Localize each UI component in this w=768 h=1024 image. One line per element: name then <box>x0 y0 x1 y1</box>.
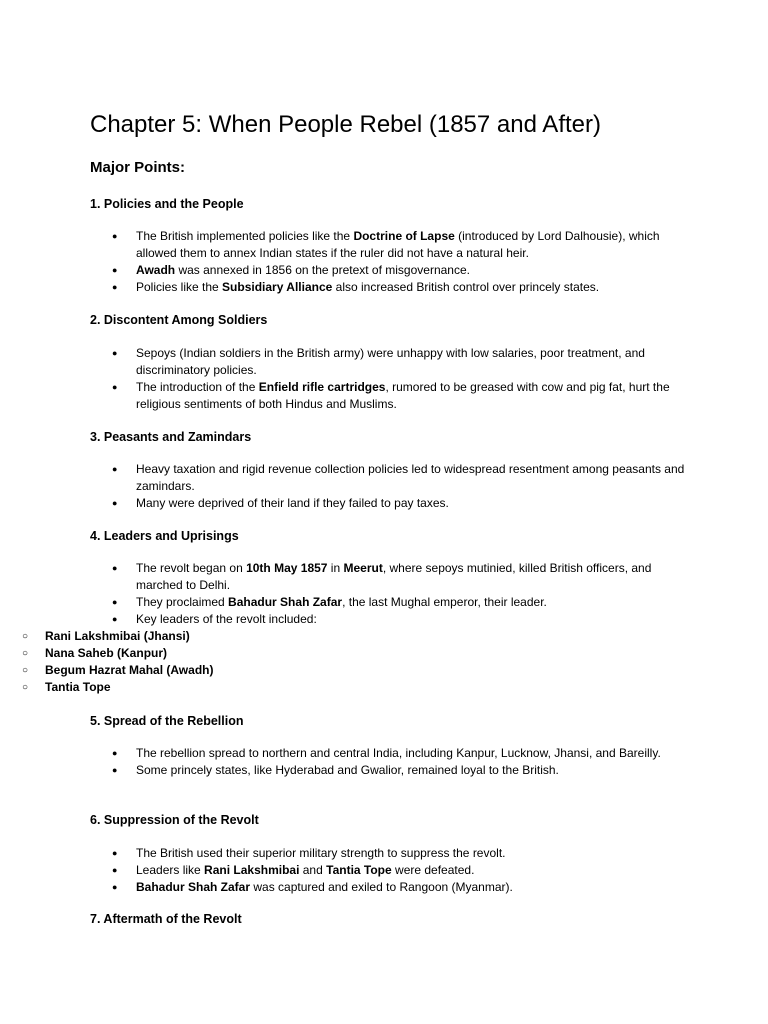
list-item: ● They proclaimed Bahadur Shah Zafar, the last Mughal emperor, their leader. <box>0 594 768 611</box>
bullet-list <box>0 845 768 896</box>
section-heading: 1. Policies and the People <box>90 197 244 211</box>
section-heading: 5. Spread of the Rebellion <box>90 714 244 728</box>
list-item: ● The rebellion spread to northern and central India, including Kanpur, Lucknow, Jhansi, and Bareilly. <box>0 745 768 762</box>
bullet-list <box>0 745 768 779</box>
list-item: ● Bahadur Shah Zafar was captured and exiled to Rangoon (Myanmar). <box>0 879 768 896</box>
list-item: ● The British used their superior military strength to suppress the revolt. <box>0 845 768 862</box>
sub-list-item: ○ Nana Saheb (Kanpur) <box>0 645 768 662</box>
list-item: ● Leaders like Rani Lakshmibai and Tantia Tope were defeated. <box>0 862 768 879</box>
bold-term: Bahadur Shah Zafar <box>136 880 251 894</box>
bullet-list <box>0 345 768 413</box>
bold-term: Enfield rifle cartridges <box>258 380 386 394</box>
bold-term: Bahadur Shah Zafar <box>228 595 343 609</box>
page-title: Chapter 5: When People Rebel (1857 and After) <box>90 111 601 138</box>
bold-term: Subsidiary Alliance <box>222 280 333 294</box>
sub-list-item: ○ Tantia Tope <box>0 679 768 696</box>
list-item: ● Some princely states, like Hyderabad and Gwalior, remained loyal to the British. <box>0 762 768 779</box>
section-heading: 6. Suppression of the Revolt <box>90 813 259 827</box>
section-heading: 3. Peasants and Zamindars <box>90 430 252 444</box>
bold-term: Awadh <box>136 263 176 277</box>
bold-term: Doctrine of Lapse <box>353 229 455 243</box>
list-item: ● Sepoys (Indian soldiers in the British army) were unhappy with low salaries, poor treatment, and discriminatory policies. <box>0 345 768 379</box>
section-heading: 7. Aftermath of the Revolt <box>90 912 242 926</box>
list-item: ● Key leaders of the revolt included: ○ Rani Lakshmibai (Jhansi) ○ Nana Saheb (Kanpur) ○ Begum Hazrat Mahal (Awadh) ○ Tantia Tope <box>0 611 768 628</box>
major-points-heading: Major Points: <box>90 159 186 176</box>
bullet-list <box>0 560 768 694</box>
sub-list <box>0 628 768 696</box>
list-item: ● The British implemented policies like the Doctrine of Lapse (introduced by Lord Dalhousie), which allowed them to annex Indian states if the ruler did not have a natural heir. <box>0 228 768 262</box>
section-heading: 4. Leaders and Uprisings <box>90 529 239 543</box>
list-item: ● Policies like the Subsidiary Alliance also increased British control over princely states. <box>0 279 768 296</box>
bold-term: Rani Lakshmibai <box>204 863 300 877</box>
list-item: ● Many were deprived of their land if they failed to pay taxes. <box>0 495 768 512</box>
bullet-list <box>0 461 768 512</box>
sub-list-item: ○ Begum Hazrat Mahal (Awadh) <box>0 662 768 679</box>
bullet-list <box>0 228 768 296</box>
sub-list-item: ○ Rani Lakshmibai (Jhansi) <box>0 628 768 645</box>
bold-term: Meerut <box>343 561 383 575</box>
bold-term: 10th May 1857 <box>246 561 328 575</box>
list-item: ● The revolt began on 10th May 1857 in Meerut, where sepoys mutinied, killed British officers, and marched to Delhi. <box>0 560 768 594</box>
section-heading: 2. Discontent Among Soldiers <box>90 313 268 327</box>
bold-term: Tantia Tope <box>326 863 392 877</box>
list-item: ● Heavy taxation and rigid revenue collection policies led to widespread resentment among peasants and zamindars. <box>0 461 768 495</box>
list-item: ● The introduction of the Enfield rifle cartridges, rumored to be greased with cow and pig fat, hurt the religious sentiments of both Hindus and Muslims. <box>0 379 768 413</box>
list-item: ● Awadh was annexed in 1856 on the pretext of misgovernance. <box>0 262 768 279</box>
